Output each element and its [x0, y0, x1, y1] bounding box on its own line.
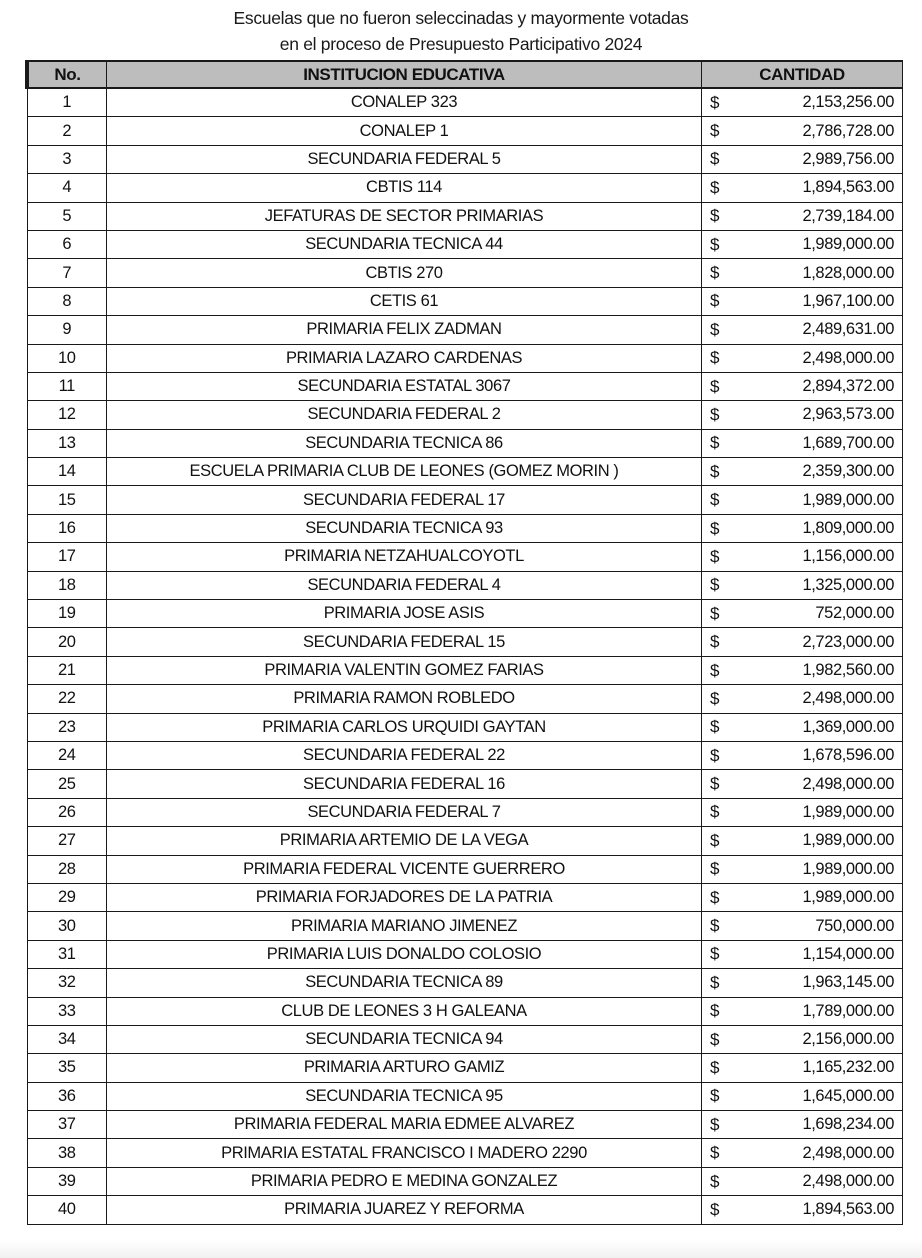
table-row [27, 912, 903, 940]
row-number: 29 [27, 883, 107, 911]
institution-name: PRIMARIA ARTEMIO DE LA VEGA [107, 827, 702, 855]
row-number: 24 [27, 741, 107, 769]
amount-value: 2,498,000.00 [802, 774, 894, 793]
institution-name: CETIS 61 [107, 287, 702, 315]
row-number: 3 [27, 145, 107, 173]
currency-symbol: $ [710, 774, 720, 794]
institution-name: CONALEP 1 [107, 117, 702, 145]
table-row [27, 997, 903, 1025]
row-number: 6 [27, 230, 107, 258]
table-row [27, 827, 903, 855]
amount-value: 2,498,000.00 [802, 1143, 894, 1162]
institution-name: PRIMARIA CARLOS URQUIDI GAYTAN [107, 713, 702, 741]
amount-value: 2,156,000.00 [802, 1030, 894, 1049]
row-number: 7 [27, 259, 107, 287]
amount-value: 1,963,145.00 [802, 973, 894, 992]
amount-value: 1,645,000.00 [802, 1086, 894, 1105]
amount-value: 1,989,000.00 [802, 859, 894, 878]
institution-name: PRIMARIA VALENTIN GOMEZ FARIAS [107, 656, 702, 684]
institution-name: PRIMARIA FELIX ZADMAN [107, 316, 702, 344]
amount-cell [702, 1196, 903, 1224]
institution-name: PRIMARIA FEDERAL MARIA EDMEE ALVAREZ [107, 1111, 702, 1139]
institution-name: SECUNDARIA TECNICA 94 [107, 1025, 702, 1053]
currency-symbol: $ [710, 1057, 720, 1077]
row-number: 20 [27, 628, 107, 656]
amount-cell [702, 628, 903, 656]
institution-name: SECUNDARIA ESTATAL 3067 [107, 372, 702, 400]
row-number: 16 [27, 514, 107, 542]
table-row [27, 372, 903, 400]
amount-value: 1,325,000.00 [802, 575, 894, 594]
currency-symbol: $ [710, 461, 720, 481]
amount-value: 2,498,000.00 [802, 689, 894, 708]
row-number: 30 [27, 912, 107, 940]
row-number: 25 [27, 770, 107, 798]
row-number: 14 [27, 458, 107, 486]
currency-symbol: $ [710, 92, 720, 112]
amount-cell [702, 1139, 903, 1167]
amount-cell [702, 174, 903, 202]
amount-cell [702, 798, 903, 826]
amount-cell [702, 1111, 903, 1139]
table-row [27, 571, 903, 599]
row-number: 13 [27, 429, 107, 457]
amount-cell [702, 316, 903, 344]
row-number: 23 [27, 713, 107, 741]
institution-name: ESCUELA PRIMARIA CLUB DE LEONES (GOMEZ MORIN ) [107, 458, 702, 486]
row-number: 33 [27, 997, 107, 1025]
row-number: 39 [27, 1167, 107, 1195]
page-bottom-edge [0, 1240, 922, 1258]
table-row [27, 174, 903, 202]
document-title [0, 5, 922, 57]
table-row [27, 486, 903, 514]
table-row [27, 798, 903, 826]
amount-value: 1,154,000.00 [802, 944, 894, 963]
amount-cell [702, 600, 903, 628]
table-row [27, 1082, 903, 1110]
currency-symbol: $ [710, 1171, 720, 1191]
header-no: No. [27, 61, 107, 88]
row-number: 34 [27, 1025, 107, 1053]
amount-value: 1,165,232.00 [802, 1058, 894, 1077]
amount-cell [702, 883, 903, 911]
amount-cell [702, 344, 903, 372]
amount-cell [702, 145, 903, 173]
institution-name: JEFATURAS DE SECTOR PRIMARIAS [107, 202, 702, 230]
table-row [27, 1025, 903, 1053]
amount-cell [702, 855, 903, 883]
amount-value: 1,689,700.00 [802, 433, 894, 452]
amount-cell [702, 514, 903, 542]
institution-name: PRIMARIA JUAREZ Y REFORMA [107, 1196, 702, 1224]
row-number: 37 [27, 1111, 107, 1139]
table-row [27, 543, 903, 571]
row-number: 28 [27, 855, 107, 883]
amount-cell [702, 940, 903, 968]
currency-symbol: $ [710, 433, 720, 453]
currency-symbol: $ [710, 177, 720, 197]
header-amount: CANTIDAD [702, 61, 903, 88]
amount-cell [702, 741, 903, 769]
amount-value: 1,967,100.00 [802, 291, 894, 310]
table-row [27, 741, 903, 769]
row-number: 31 [27, 940, 107, 968]
amount-value: 2,963,573.00 [802, 405, 894, 424]
row-number: 1 [27, 88, 107, 117]
currency-symbol: $ [710, 319, 720, 339]
row-number: 26 [27, 798, 107, 826]
table-row [27, 344, 903, 372]
table-body [27, 88, 903, 1224]
currency-symbol: $ [710, 575, 720, 595]
table-row [27, 514, 903, 542]
currency-symbol: $ [710, 859, 720, 879]
institution-name: SECUNDARIA FEDERAL 22 [107, 741, 702, 769]
institution-name: PRIMARIA FORJADORES DE LA PATRIA [107, 883, 702, 911]
amount-value: 1,809,000.00 [802, 519, 894, 538]
currency-symbol: $ [710, 121, 720, 141]
amount-cell [702, 685, 903, 713]
amount-value: 2,153,256.00 [802, 93, 894, 112]
table-row [27, 259, 903, 287]
amount-cell [702, 372, 903, 400]
row-number: 11 [27, 372, 107, 400]
institution-name: PRIMARIA MARIANO JIMENEZ [107, 912, 702, 940]
amount-value: 1,678,596.00 [802, 746, 894, 765]
table-row [27, 770, 903, 798]
schools-table [25, 60, 903, 1225]
amount-cell [702, 401, 903, 429]
amount-cell [702, 486, 903, 514]
amount-cell [702, 458, 903, 486]
table-header-row [27, 61, 903, 88]
table-row [27, 1196, 903, 1224]
amount-cell [702, 429, 903, 457]
amount-value: 1,789,000.00 [802, 1001, 894, 1020]
amount-value: 1,989,000.00 [802, 802, 894, 821]
row-number: 2 [27, 117, 107, 145]
institution-name: PRIMARIA RAMON ROBLEDO [107, 685, 702, 713]
row-number: 35 [27, 1054, 107, 1082]
row-number: 27 [27, 827, 107, 855]
table-row [27, 1139, 903, 1167]
amount-cell [702, 202, 903, 230]
amount-value: 1,698,234.00 [802, 1115, 894, 1134]
currency-symbol: $ [710, 234, 720, 254]
currency-symbol: $ [710, 1143, 720, 1163]
currency-symbol: $ [710, 660, 720, 680]
amount-cell [702, 1082, 903, 1110]
institution-name: SECUNDARIA FEDERAL 16 [107, 770, 702, 798]
table-row [27, 1111, 903, 1139]
amount-value: 1,156,000.00 [802, 547, 894, 566]
table-row [27, 117, 903, 145]
institution-name: SECUNDARIA TECNICA 89 [107, 969, 702, 997]
amount-value: 750,000.00 [815, 916, 894, 935]
row-number: 17 [27, 543, 107, 571]
institution-name: SECUNDARIA TECNICA 86 [107, 429, 702, 457]
row-number: 12 [27, 401, 107, 429]
institution-name: SECUNDARIA FEDERAL 17 [107, 486, 702, 514]
amount-cell [702, 1054, 903, 1082]
institution-name: SECUNDARIA FEDERAL 7 [107, 798, 702, 826]
amount-cell [702, 656, 903, 684]
amount-value: 2,359,300.00 [802, 462, 894, 481]
table-row [27, 628, 903, 656]
title-line-2: en el proceso de Presupuesto Participativo 2024 [279, 34, 643, 54]
currency-symbol: $ [710, 887, 720, 907]
table-row [27, 401, 903, 429]
amount-cell [702, 912, 903, 940]
row-number: 15 [27, 486, 107, 514]
amount-value: 1,989,000.00 [802, 235, 894, 254]
institution-name: CBTIS 270 [107, 259, 702, 287]
amount-value: 2,498,000.00 [802, 1172, 894, 1191]
table-row [27, 940, 903, 968]
currency-symbol: $ [710, 1029, 720, 1049]
institution-name: PRIMARIA LUIS DONALDO COLOSIO [107, 940, 702, 968]
institution-name: PRIMARIA NETZAHUALCOYOTL [107, 543, 702, 571]
currency-symbol: $ [710, 717, 720, 737]
amount-cell [702, 713, 903, 741]
table-row [27, 685, 903, 713]
amount-value: 2,739,184.00 [802, 206, 894, 225]
institution-name: PRIMARIA ARTURO GAMIZ [107, 1054, 702, 1082]
table-row [27, 1054, 903, 1082]
table-row [27, 287, 903, 315]
currency-symbol: $ [710, 802, 720, 822]
amount-cell [702, 1025, 903, 1053]
table-row [27, 600, 903, 628]
row-number: 8 [27, 287, 107, 315]
title-line-1: Escuelas que no fueron seleccinadas y mayormente votadas [233, 8, 689, 28]
currency-symbol: $ [710, 1086, 720, 1106]
currency-symbol: $ [710, 490, 720, 510]
institution-name: SECUNDARIA FEDERAL 15 [107, 628, 702, 656]
currency-symbol: $ [710, 603, 720, 623]
amount-cell [702, 543, 903, 571]
currency-symbol: $ [710, 263, 720, 283]
table-row [27, 145, 903, 173]
row-number: 38 [27, 1139, 107, 1167]
institution-name: SECUNDARIA FEDERAL 5 [107, 145, 702, 173]
amount-value: 752,000.00 [815, 604, 894, 623]
institution-name: PRIMARIA PEDRO E MEDINA GONZALEZ [107, 1167, 702, 1195]
amount-value: 2,894,372.00 [802, 377, 894, 396]
currency-symbol: $ [710, 348, 720, 368]
currency-symbol: $ [710, 1001, 720, 1021]
amount-value: 2,498,000.00 [802, 348, 894, 367]
table-row [27, 429, 903, 457]
row-number: 18 [27, 571, 107, 599]
currency-symbol: $ [710, 830, 720, 850]
table-row [27, 656, 903, 684]
amount-value: 1,982,560.00 [802, 661, 894, 679]
institution-name: PRIMARIA JOSE ASIS [107, 600, 702, 628]
currency-symbol: $ [710, 632, 720, 652]
currency-symbol: $ [710, 688, 720, 708]
row-number: 21 [27, 656, 107, 684]
amount-value: 2,489,631.00 [802, 320, 894, 339]
row-number: 40 [27, 1196, 107, 1224]
amount-value: 2,786,728.00 [802, 121, 894, 140]
currency-symbol: $ [710, 1199, 720, 1219]
table-row [27, 855, 903, 883]
row-number: 5 [27, 202, 107, 230]
header-institution: INSTITUCION EDUCATIVA [107, 61, 702, 88]
amount-cell [702, 997, 903, 1025]
amount-cell [702, 259, 903, 287]
table-row [27, 713, 903, 741]
amount-value: 2,989,756.00 [802, 149, 894, 168]
currency-symbol: $ [710, 206, 720, 226]
amount-value: 1,894,563.00 [802, 178, 894, 197]
currency-symbol: $ [710, 376, 720, 396]
amount-value: 1,369,000.00 [802, 717, 894, 736]
amount-cell [702, 770, 903, 798]
currency-symbol: $ [710, 745, 720, 765]
amount-value: 1,894,563.00 [802, 1200, 894, 1219]
institution-name: SECUNDARIA TECNICA 44 [107, 230, 702, 258]
amount-cell [702, 969, 903, 997]
row-number: 19 [27, 600, 107, 628]
table-row [27, 1167, 903, 1195]
institution-name: PRIMARIA ESTATAL FRANCISCO I MADERO 2290 [107, 1139, 702, 1167]
institution-name: CLUB DE LEONES 3 H GALEANA [107, 997, 702, 1025]
amount-value: 1,828,000.00 [802, 263, 894, 282]
institution-name: SECUNDARIA TECNICA 95 [107, 1082, 702, 1110]
currency-symbol: $ [710, 518, 720, 538]
table-row [27, 883, 903, 911]
table-row [27, 458, 903, 486]
amount-value: 1,989,000.00 [802, 490, 894, 509]
currency-symbol: $ [710, 546, 720, 566]
amount-cell [702, 230, 903, 258]
amount-cell [702, 287, 903, 315]
amount-value: 1,989,000.00 [802, 831, 894, 850]
row-number: 10 [27, 344, 107, 372]
table-row [27, 202, 903, 230]
currency-symbol: $ [710, 972, 720, 992]
currency-symbol: $ [710, 149, 720, 169]
row-number: 9 [27, 316, 107, 344]
institution-name: SECUNDARIA FEDERAL 2 [107, 401, 702, 429]
currency-symbol: $ [710, 404, 720, 424]
row-number: 22 [27, 685, 107, 713]
amount-value: 1,989,000.00 [802, 888, 894, 907]
row-number: 36 [27, 1082, 107, 1110]
row-number: 4 [27, 174, 107, 202]
currency-symbol: $ [710, 291, 720, 311]
institution-name: PRIMARIA LAZARO CARDENAS [107, 344, 702, 372]
institution-name: SECUNDARIA TECNICA 93 [107, 514, 702, 542]
currency-symbol: $ [710, 944, 720, 964]
table-row [27, 88, 903, 117]
currency-symbol: $ [710, 1114, 720, 1134]
amount-value: 2,723,000.00 [802, 632, 894, 651]
amount-cell [702, 88, 903, 117]
table-row [27, 969, 903, 997]
institution-name: CBTIS 114 [107, 174, 702, 202]
amount-cell [702, 117, 903, 145]
institution-name: SECUNDARIA FEDERAL 4 [107, 571, 702, 599]
institution-name: PRIMARIA FEDERAL VICENTE GUERRERO [107, 855, 702, 883]
table-row [27, 316, 903, 344]
amount-cell [702, 571, 903, 599]
institution-name: CONALEP 323 [107, 88, 702, 117]
table-row [27, 230, 903, 258]
row-number: 32 [27, 969, 107, 997]
currency-symbol: $ [710, 916, 720, 936]
amount-cell [702, 827, 903, 855]
amount-cell [702, 1167, 903, 1195]
